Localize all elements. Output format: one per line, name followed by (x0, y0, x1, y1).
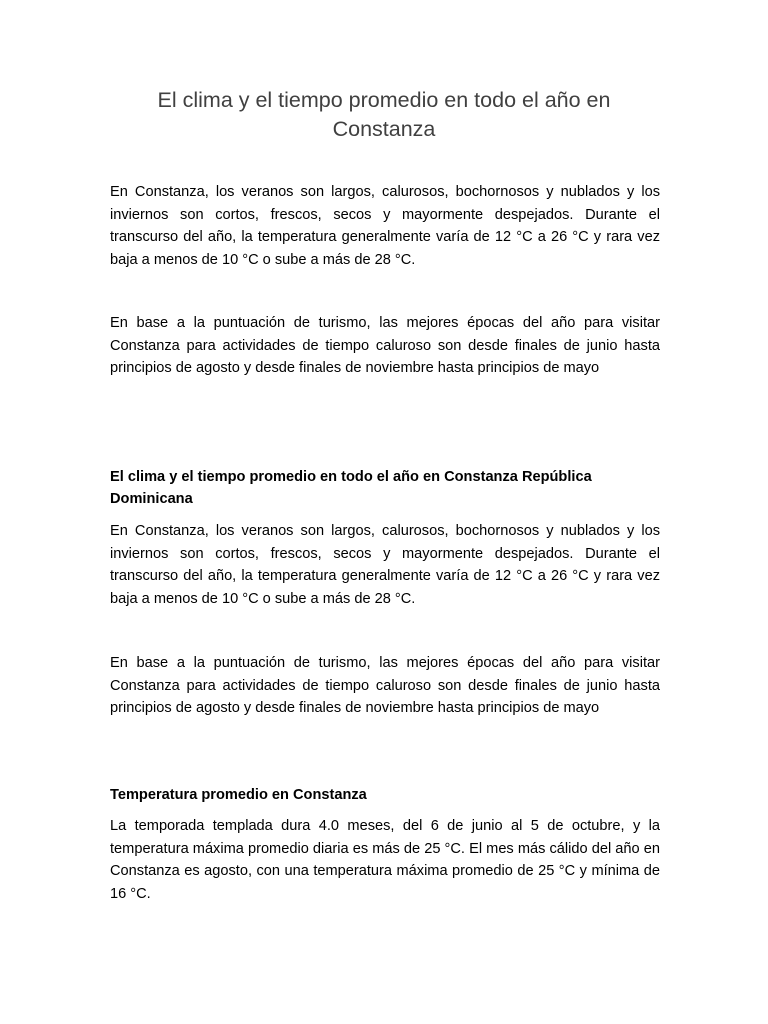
page-title: El clima y el tiempo promedio en todo el año en Constanza (157, 88, 611, 141)
section-2-paragraph-temperature: La temporada templada dura 4.0 meses, del 6 de junio al 5 de octubre, y la temperatura máxima promedio diaria es más de 25 °C. El mes más cálido del año en Constanza es agosto, con una temperatura máxima promedio de 25 °C y mínima de 16 °C. (110, 818, 660, 903)
section-1-paragraph-tourism: En base a la puntuación de turismo, las mejores épocas del año para visitar Constanza para actividades de tiempo caluroso son desde finales de junio hasta principios de agosto y desde finales de noviembre hasta principios de mayo (110, 655, 660, 717)
section-heading-average-temperature: Temperatura promedio en Constanza (110, 787, 367, 803)
intro-paragraph-climate: En Constanza, los veranos son largos, calurosos, bochornosos y nublados y los inviernos son cortos, frescos, secos y mayormente despejados. Durante el transcurso del año, la temperatura generalmente varía de 12 °C a 26 °C y rara vez baja a menos de 10 °C o sube a más de 28 °C. (110, 184, 660, 269)
section-heading-climate-dominican-republic: El clima y el tiempo promedio en todo el año en Constanza República Dominicana (110, 469, 592, 507)
intro-paragraph-tourism: En base a la puntuación de turismo, las mejores épocas del año para visitar Constanza para actividades de tiempo caluroso son desde finales de junio hasta principios de agosto y desde finales de noviembre hasta principios de mayo (110, 315, 660, 377)
section-1-paragraph-climate: En Constanza, los veranos son largos, calurosos, bochornosos y nublados y los inviernos son cortos, frescos, secos y mayormente despejados. Durante el transcurso del año, la temperatura generalmente varía de 12 °C a 26 °C y rara vez baja a menos de 10 °C o sube a más de 28 °C. (110, 523, 660, 608)
